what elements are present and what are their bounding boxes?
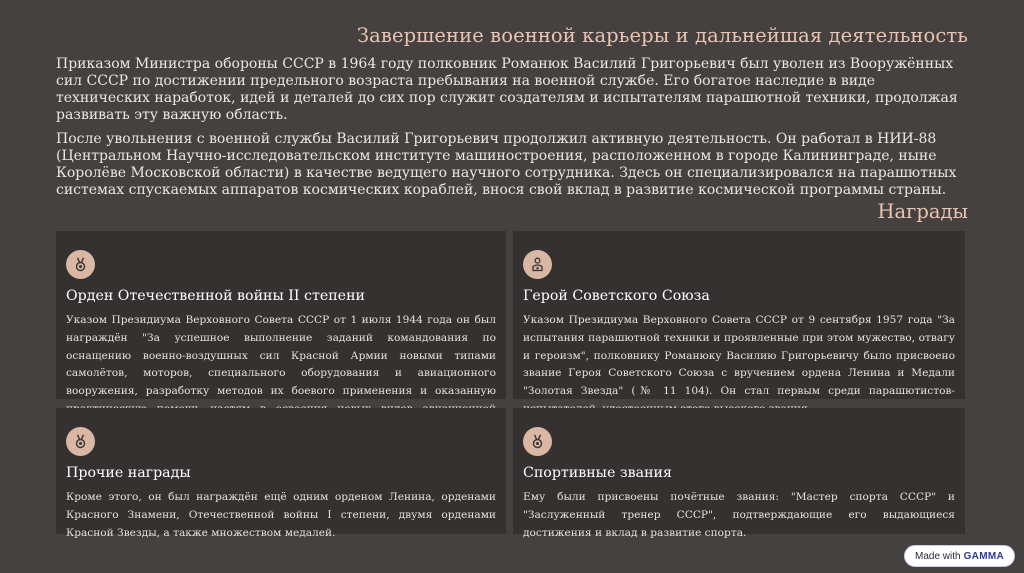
card-text: Кроме этого, он был награждён ещё одним орденом Ленина, орденами Красного Знамени, Отечественной войны I степени, двумя орденами Красной Звезды, а также множеством медалей. [66, 491, 496, 539]
card-text: Указом Президиума Верховного Совета СССР от 1 июля 1944 года он был награждён "За успешное выполнение заданий командования по оснащению военно-воздушных сил Красной Армии новыми типами самолётов, моторов, специального оборудования и авиационного вооружения, разработку методов их боевого применения и оказанную [66, 314, 496, 398]
awards-heading: Награды [877, 200, 968, 223]
medal-icon [66, 427, 95, 456]
award-card-hero-soviet-union [513, 231, 965, 399]
card-title: Спортивные звания [523, 465, 672, 481]
paragraph-nii88: После увольнения с военной службы Василий Григорьевич продолжил активную деятельность. Он работал в НИИ-88 (Центральном Научно-исследовательском институте машиностроения, расположенном в городе Калининграде, ныне Королёве Московской области) в качестве ведущего научного сотрудника. Здесь он специализировался на парашютных системах спускаемых аппаратов космических кораблей, внося свой вклад в развитие космической программы страны. [56, 131, 957, 198]
hero-person-icon [523, 250, 552, 279]
card-text: Указом Президиума Верховного Совета СССР от 9 сентября 1957 года "За испытания парашютной техники и проявленные при этом мужество, отвагу и героизм", полковнику Романюку Василию Григорьевичу было присвоено звание Героя Советского Союза с вручением ордена Ленина и Медали "Золотая Звезда" (№ 11 104). Он стал первым среди парашютистов- [523, 314, 955, 398]
award-card-other-awards [56, 408, 506, 539]
paragraph-retirement: Приказом Министра обороны СССР в 1964 году полковник Романюк Василий Григорьевич был уволен из Вооружённых сил СССР по достижении предельного возраста пребывания на военной службе. Его богатое наследие в виде технических наработок, идей и деталей до сих пор служит создателям и испытателям парашютной техники, продолжая развивать эту важную область. [56, 56, 958, 123]
award-card-sport-titles [513, 408, 965, 539]
badge-prefix: Made with [915, 550, 961, 562]
card-title: Герой Советского Союза [523, 288, 710, 304]
made-with-gamma-badge[interactable] [904, 545, 1015, 567]
medal-icon [66, 250, 95, 279]
card-title: Прочие награды [66, 465, 191, 481]
medal-icon [523, 427, 552, 456]
card-title: Орден Отечественной войны II степени [66, 288, 365, 304]
award-card-order-patriotic-war [56, 231, 506, 399]
card-text: Ему были присвоены почётные звания: "Мастер спорта СССР" и "Заслуженный тренер СССР", подтверждающие его выдающиеся достижения и вклад в развитие спорта. [523, 491, 955, 539]
page-title: Завершение военной карьеры и дальнейшая деятельность [356, 24, 968, 47]
gamma-logo: GAMMA [963, 550, 1004, 562]
